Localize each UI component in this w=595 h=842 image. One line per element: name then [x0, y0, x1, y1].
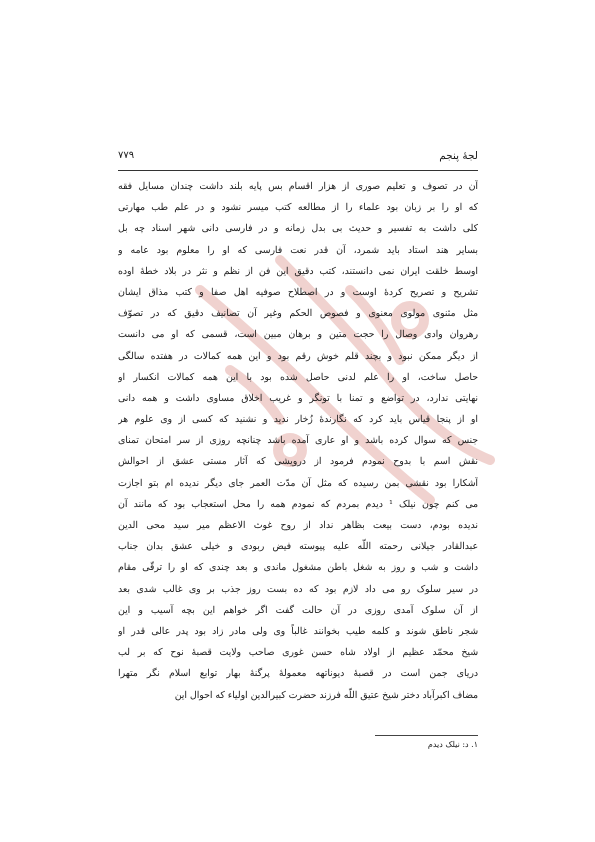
text-line: حاصل ساخت، او را علم لدنی حاصل شده بود با این همه کمالات انکسار او	[118, 371, 478, 383]
text-line: عبدالقادر جیلانی رحمته اللّه علیه پیوسته فیض ربودی و خیلی عشق بدان جناب	[118, 541, 478, 553]
text-line: می کنم چون نیلک ¹ دیدم بمردم که نمودم همه را محل استعجاب بود که مانند آن	[118, 498, 478, 510]
text-line: او از پنجا قیاس باید کرد که نگارندهٔ زُخار ندید و نشنید که کسی از وی علوم هر	[118, 414, 478, 426]
text-line: تشریح و تصریح کردهٔ اوست و در اصطلاح صوفیه اهل صفا و کتب مذاق ایشان	[118, 286, 478, 298]
text-line: که او را بر زبان بود علماء را از مطالعه کتب میسر نشود و در علم طب مهارتی	[118, 202, 478, 214]
body-text	[118, 176, 478, 706]
text-line: ندیده بودم، دست بیعت بظاهر نداد از روح غوث الاعظم میر سید محی الدین	[118, 520, 478, 531]
text-line: آن در تصوف و تعلیم صوری از هزار اقسام بس پایه بلند داشت چندان مسایل فقه	[118, 181, 478, 192]
text-line: آشکارا بود نقشی بمن رسیده که مثل آن مدّت العمر جای دیگر ندیده ام بتو اجازت	[118, 477, 478, 489]
chapter-title: لجهٔ پنجم	[439, 150, 478, 162]
text-line: دریای جمن است در قصبهٔ دیوناتهه معمولهٔ پرگنهٔ بهار توابع اسلام نگر متهرا	[118, 668, 478, 680]
text-line: نهایتی ندارد، در تواضع و تمنا با تونگر و غریب اخلاق مساوی داشت و همه دانی	[118, 392, 478, 404]
text-line: رهروان وادی وصال را حجت متین و برهان مبین است، قسمی که او می دانست	[118, 329, 478, 341]
text-line: مضاف اکبرآباد دختر شیخ عتیق اللّه فرزند حضرت کبیرالدین اولیاء که احوال این	[174, 689, 478, 701]
text-line: کلی داشت به تفسیر و حدیث بی بدل زمانه و در فارسی دانی شهر اسناد چه بل	[118, 223, 478, 235]
text-line: شیخ محمّد عظیم از اولاد شاه حسن غوری صاحب ولایت قصبهٔ نوح که بر لب	[118, 647, 478, 659]
text-line: از آن سلوک آمدی روزی در آن حالت گفت اگر خواهم این بچه آسیب و این	[118, 604, 478, 616]
text-line: بسایر هند استاد باید شمرد، آن قدر نعت فارسی که او را معلوم بود عامه و	[118, 244, 478, 256]
text-line: نقش اسم با بدوح نمودم فرمود از درویشی که آثار مستی عشق از احوالش	[118, 456, 478, 468]
text-line: اوسط خلقت ایران نمی دانستند، کتب دقیق این فن از نظم و نثر در بلاد خطهٔ اوده	[118, 265, 478, 277]
text-line: شجر ناطق شوند و کلمه طیب بخوانند غالباً وی ولی مادر زاد بود پدر عالی قدر او	[118, 625, 478, 637]
text-line: از دیگر ممکن نبود و بچند قلم خوش رقم بود و این همه کمالات در هفتده سالگی	[118, 350, 478, 362]
page-number: ۷۷۹	[118, 150, 135, 161]
footnote: ۱. د: نیلک دیدم	[427, 740, 478, 749]
text-line: مثل مثنوی مولوی معنوی و فصوص الحکم وغیر آن تصانیف دقیق که در تصوّف	[118, 308, 478, 320]
text-line: در سیر سلوک رو می داد لازم بود که ده بست روز جذب بر وی غالب شدی بعد	[118, 583, 478, 595]
header-rule	[118, 170, 478, 171]
footnote-rule	[375, 735, 478, 736]
text-line: جنس که سوال کرده باشد و او عاری آمده باشد چنانچه روزی از سر امتحان تمنای	[118, 435, 478, 447]
running-header	[118, 150, 478, 168]
text-line: داشت و شب و روز به شغل باطن مشغول ماندی و بعد چندی که او را ترقّی مقام	[118, 562, 478, 574]
